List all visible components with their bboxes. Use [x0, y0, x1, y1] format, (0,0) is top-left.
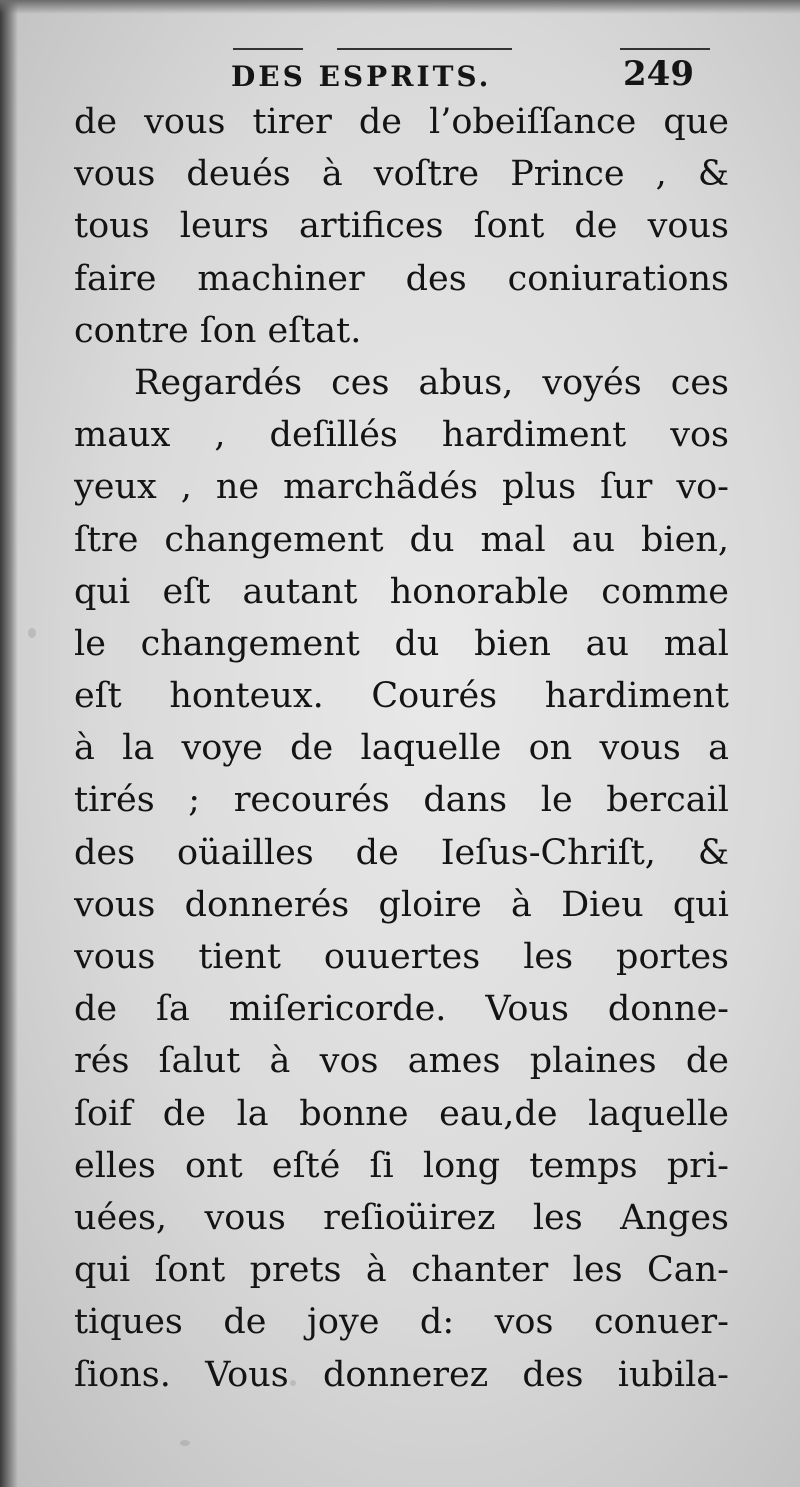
header-rule-left	[233, 48, 303, 50]
running-head: DES ESPRITS.	[231, 60, 492, 93]
text-line: faire machiner des coniurations	[74, 258, 729, 299]
text-line: le changement du bien au mal	[74, 623, 729, 664]
page-header	[225, 48, 725, 98]
text-line: à la voye de laquelle on vous a	[74, 728, 729, 769]
body-text	[74, 96, 729, 1401]
ink-speck	[28, 628, 36, 638]
text-line: eſt honteux. Courés hardiment	[74, 676, 729, 717]
text-line: ſions. Vous donnerez des iubila-	[74, 1354, 729, 1395]
page-edge-shadow	[0, 0, 18, 1487]
page-number: 249	[623, 54, 694, 94]
text-line: tiques de joye d: vos conuer-	[74, 1302, 729, 1343]
text-line: de vous tirer de l’obeiſſance que	[74, 102, 729, 142]
text-line: uées, vous reſioüirez les Anges	[74, 1197, 729, 1238]
header-rule-right	[620, 48, 710, 50]
text-line: de ſa miſericorde. Vous donne-	[74, 989, 729, 1030]
text-line: tous leurs artifices ſont de vous	[74, 206, 729, 247]
text-line: yeux , ne marchãdés plus ſur vo-	[74, 467, 729, 508]
text-line: ſtre changement du mal au bien,	[74, 519, 729, 560]
text-line: tirés ; recourés dans le bercail	[74, 780, 729, 821]
text-line: elles ont eſté ſi long temps pri-	[74, 1145, 729, 1186]
header-rule-center	[337, 48, 512, 50]
text-line: contre ſon eſtat.	[74, 310, 362, 351]
text-line: qui ſont prets à chanter les Can-	[74, 1250, 729, 1291]
ink-speck	[180, 1440, 190, 1446]
text-line-indented: Regardés ces abus, voyés ces	[134, 362, 729, 403]
text-line: qui eſt autant honorable comme	[74, 571, 729, 612]
text-line: ſoif de la bonne eau,de laquelle	[74, 1093, 729, 1134]
text-line: maux , deſillés hardiment vos	[74, 415, 729, 456]
text-line: vous deués à voſtre Prince , &	[74, 154, 729, 195]
text-line: vous donnerés gloire à Dieu qui	[74, 884, 729, 925]
text-line: des oüailles de Ieſus-Chriſt, &	[74, 832, 729, 873]
ink-speck	[290, 1380, 296, 1386]
page-top-shadow	[0, 0, 800, 14]
text-line: rés ſalut à vos ames plaines de	[74, 1041, 729, 1082]
text-line: vous tient ouuertes les portes	[74, 937, 729, 977]
